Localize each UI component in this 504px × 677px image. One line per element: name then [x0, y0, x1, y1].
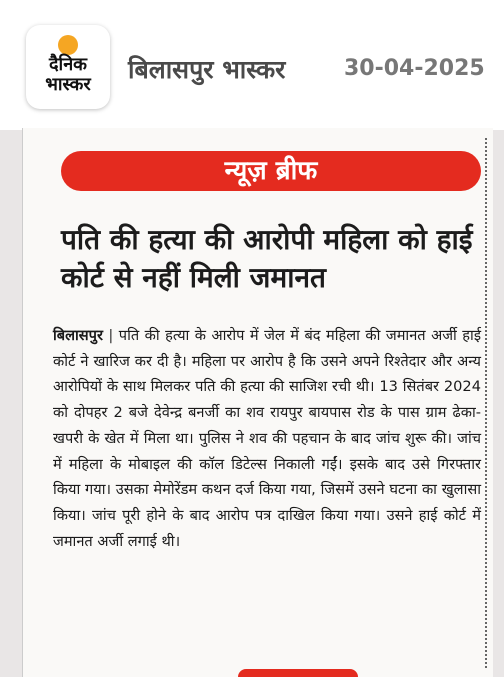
newspaper-clipping — [22, 128, 493, 677]
article-body — [53, 323, 481, 554]
dainik-bhaskar-logo[interactable] — [26, 25, 110, 109]
article-dateline: बिलासपुर — [53, 327, 103, 344]
publication-date: 30-04-2025 — [344, 56, 485, 81]
article-headline: पति की हत्या की आरोपी महिला को हाई कोर्ट से नहीं मिली जमानत — [61, 223, 473, 294]
logo-line-1: दैनिक — [48, 54, 88, 75]
clipping-cut-edge — [485, 138, 487, 668]
publication-name: बिलासपुर भास्कर — [128, 55, 286, 84]
dateline-separator: | — [108, 327, 114, 344]
sun-logo-icon — [58, 35, 78, 55]
section-banner-label: न्यूज़ ब्रीफ — [224, 156, 318, 186]
article-body-text: पति की हत्या के आरोप में जेल में बंद महिला की जमानत अर्जी हाई कोर्ट ने खारिज कर दी है। महिला पर आरोप है कि उसने अपने रिश्तेदार और अन्य आरोपियों के साथ मिलकर पति की हत्या की साजिश रची थी। 13 सितंबर 2024 को दोपहर 2 बजे देवेन्द्र बनर्जी का शव रायपुर बायपास रोड के पास ग्राम ढेका-खपरी के खेत में मिला था। पुलिस ने शव की पहचान के बाद जांच शुरू की। जांच में महिला के मोबाइल की कॉल डिटेल्स निकाली गईं। इसके बाद उसे गिरफ्तार किया गया। उसका मेमोरेंडम कथन दर्ज किया गया, जिसमें उसने घटना का खुलासा किया। जांच पूरी होने के बाद आरोप पत्र दाखिल किया गया। उसने हाई कोर्ट में जमानत अर्जी लगाई थी। — [53, 327, 481, 550]
logo-line-2: भास्कर — [45, 74, 91, 95]
next-section-banner-edge — [238, 669, 358, 677]
section-banner — [61, 151, 481, 191]
share-header — [0, 0, 504, 130]
